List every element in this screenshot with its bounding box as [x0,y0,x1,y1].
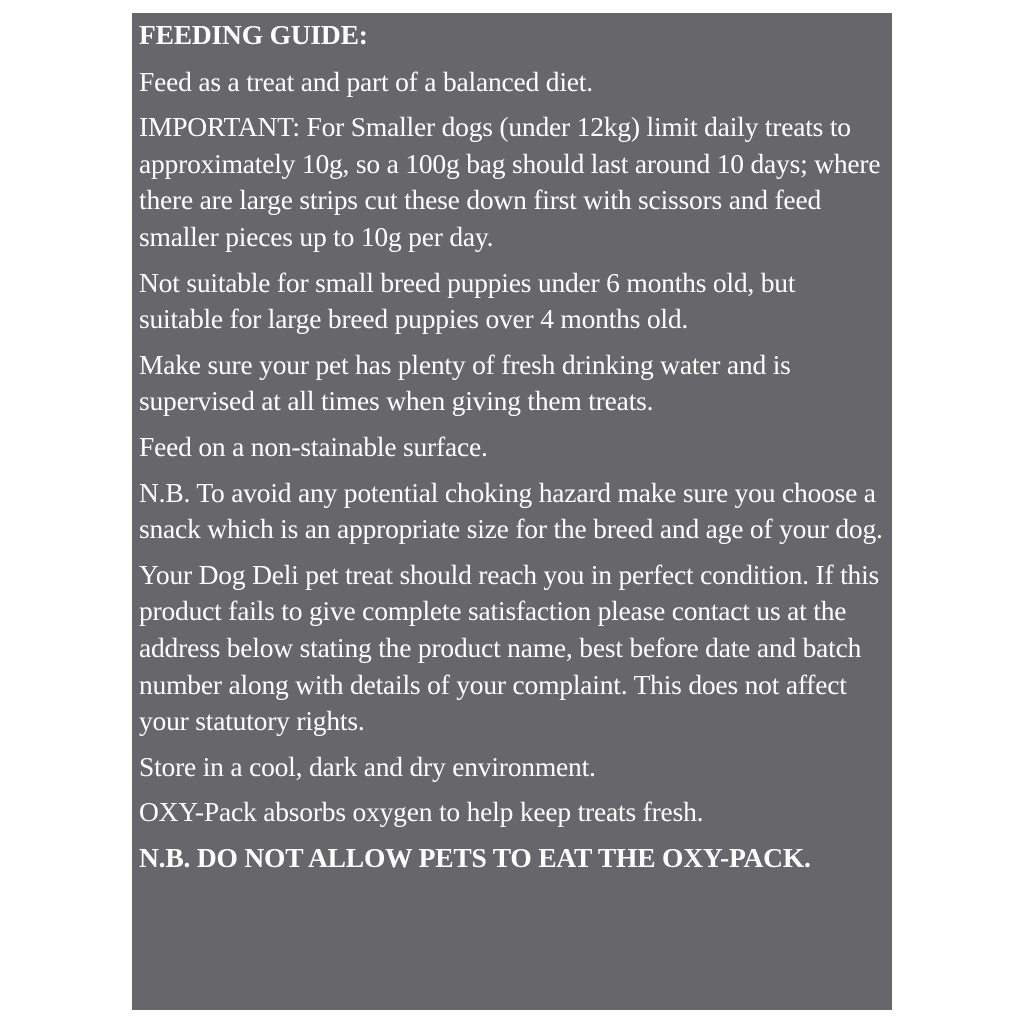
paragraph-water-supervision: Make sure your pet has plenty of fresh drinking water and is supervised at all times when giving them treats. [139,348,791,417]
paragraph-balanced-diet: Feed as a treat and part of a balanced diet. [139,65,593,97]
paragraph-satisfaction: Your Dog Deli pet treat should reach you in perfect condition. If this product fails to give complete satisfaction please contact us at the address below stating the product name, best before date and batch number along with details of your complaint. This does not affect your statutory rights. [139,558,880,737]
feeding-guide-panel [132,13,892,1010]
paragraph-storage: Store in a cool, dark and dry environment. [139,750,596,782]
oxy-pack-warning: N.B. DO NOT ALLOW PETS TO EAT THE OXY-PACK. [139,841,811,873]
paragraph-oxy-pack: OXY-Pack absorbs oxygen to help keep treats fresh. [139,796,704,828]
paragraph-puppy-suitability: Not suitable for small breed puppies under 6 months old, but suitable for large breed puppies over 4 months old. [139,266,796,335]
paragraph-choking-hazard: N.B. To avoid any potential choking hazard make sure you choose a snack which is an appropriate size for the breed and age of your dog. [139,476,883,545]
feeding-guide-heading: FEEDING GUIDE: [139,19,368,50]
paragraph-important-small-dogs: IMPORTANT: For Smaller dogs (under 12kg) limit daily treats to approximately 10g, so a 100g bag should last around 10 days; where there are large strips cut these down first with scissors and feed smaller pieces up to 10g per day. [139,111,881,252]
paragraph-feeding-surface: Feed on a non-stainable surface. [139,430,488,462]
